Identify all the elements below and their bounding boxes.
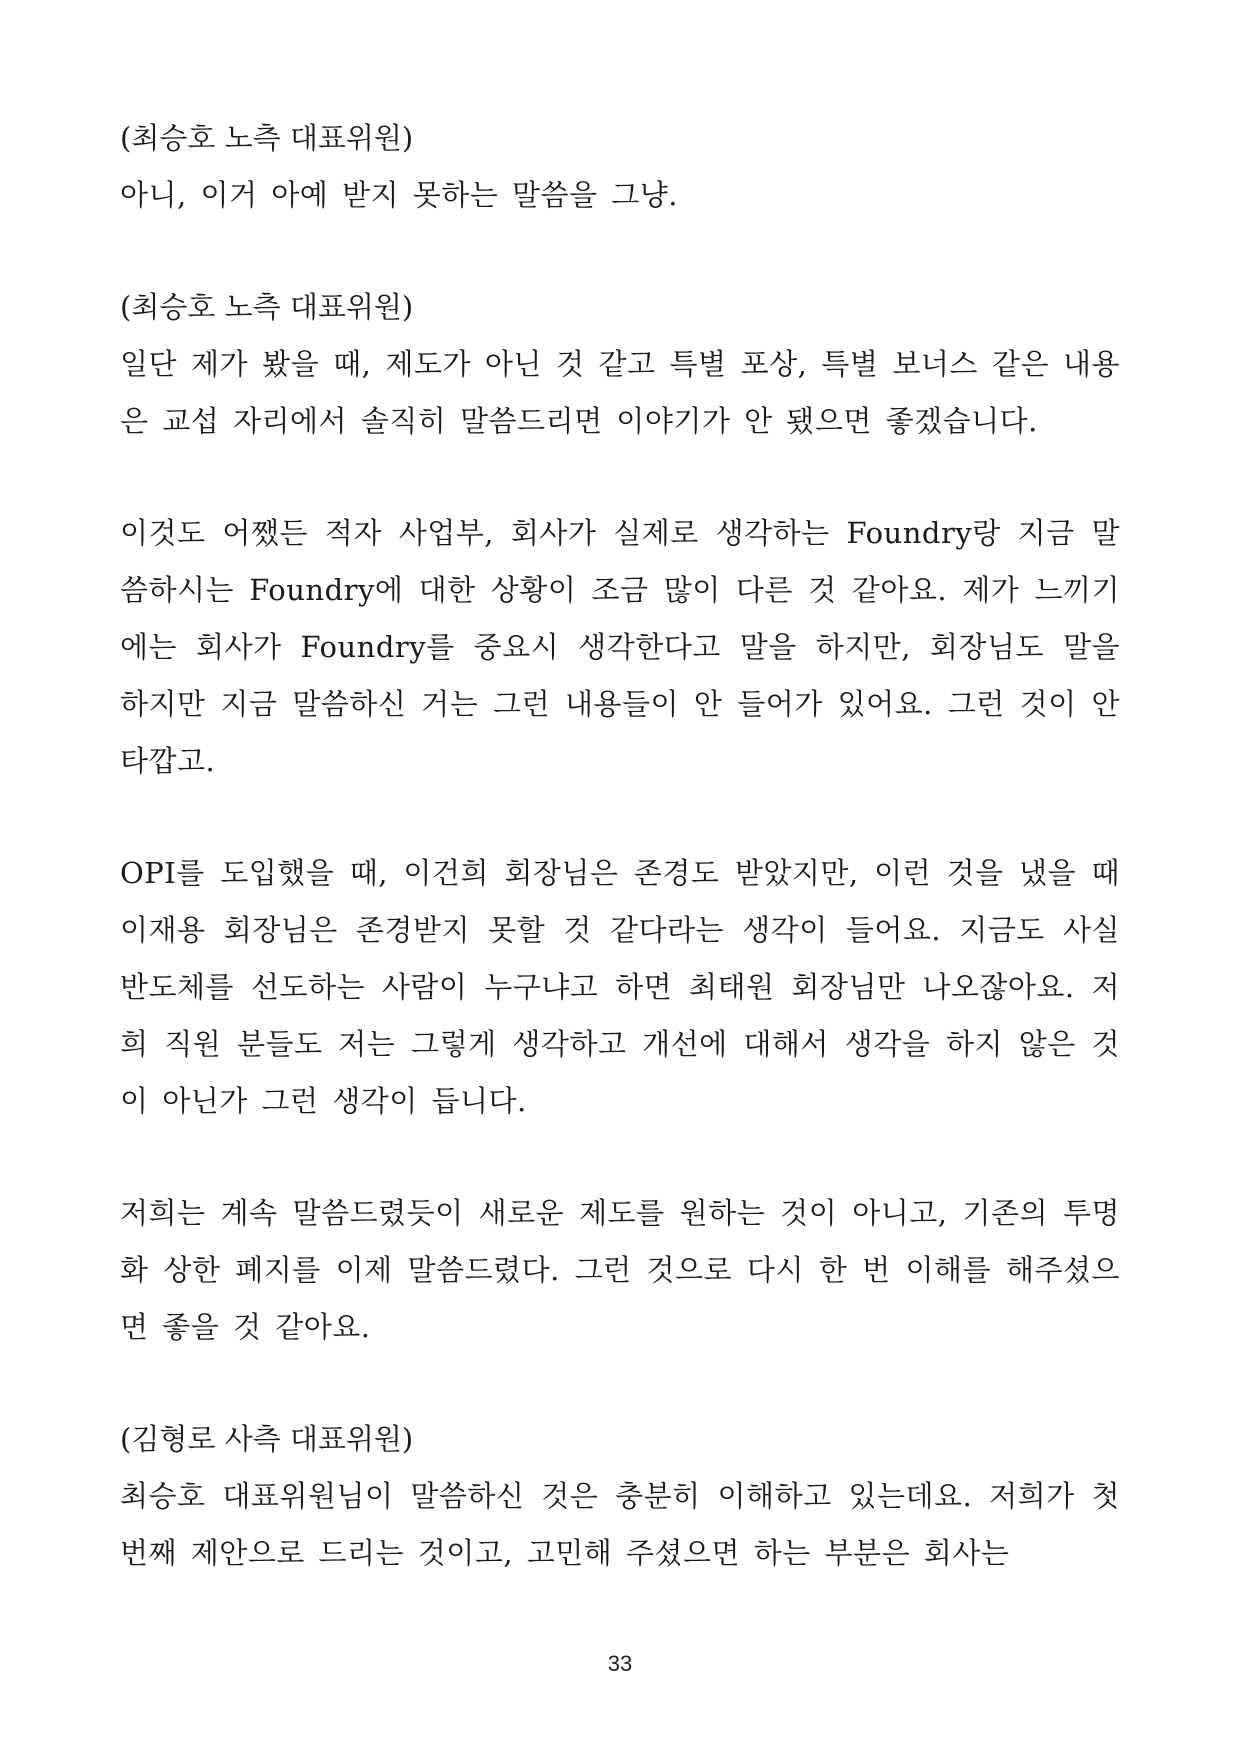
page-number: 33 bbox=[607, 1651, 633, 1676]
document-body bbox=[120, 110, 1120, 1637]
speaker-label: (김형로 사측 대표위원) bbox=[120, 1422, 414, 1456]
statement-text: 아니, 이거 아예 받지 못하는 말씀을 그냥. bbox=[120, 178, 678, 212]
speaker-label: (최승호 노측 대표위원) bbox=[120, 121, 414, 155]
statement-block bbox=[120, 279, 1120, 450]
statement-text: 저희는 계속 말씀드렸듯이 새로운 제도를 원하는 것이 아니고, 기존의 투명화 상한 폐지를 이제 말씀드렸다. 그런 것으로 다시 한 번 이해를 해주셨으면 좋을 것 같아요. bbox=[120, 1196, 1120, 1344]
statement-block bbox=[120, 505, 1120, 790]
statement-block bbox=[120, 845, 1120, 1130]
statement-block bbox=[120, 1185, 1120, 1356]
statement-text: 최승호 대표위원님이 말씀하신 것은 충분히 이해하고 있는데요. 저희가 첫 번째 제안으로 드리는 것이고, 고민해 주셨으면 하는 부분은 회사는 bbox=[120, 1479, 1120, 1570]
statement-block bbox=[120, 1411, 1120, 1582]
statement-text: 이것도 어쨌든 적자 사업부, 회사가 실제로 생각하는 Foundry랑 지금 말씀하시는 Foundry에 대한 상황이 조금 많이 다른 것 같아요. 제가 느끼기에는 회사가 Foundry를 중요시 생각한다고 말을 하지만, 회장님도 말을 하지만 지금 말씀하신 거는 그런 내용들이 안 들어가 있어요. 그런 것이 안타깝고. bbox=[120, 516, 1120, 778]
statement-text: OPI를 도입했을 때, 이건희 회장님은 존경도 받았지만, 이런 것을 냈을 때 이재용 회장님은 존경받지 못할 것 같다라는 생각이 들어요. 지금도 사실 반도체를 선도하는 사람이 누구냐고 하면 최태원 회장님만 나오잖아요. 저희 직원 분들도 저는 그렇게 생각하고 개선에 대해서 생각을 하지 않은 것이 아닌가 그런 생각이 듭니다. bbox=[120, 856, 1120, 1118]
statement-block bbox=[120, 110, 1120, 224]
speaker-label: (최승호 노측 대표위원) bbox=[120, 290, 414, 324]
statement-text: 일단 제가 봤을 때, 제도가 아닌 것 같고 특별 포상, 특별 보너스 같은 내용은 교섭 자리에서 솔직히 말씀드리면 이야기가 안 됐으면 좋겠습니다. bbox=[120, 347, 1120, 438]
